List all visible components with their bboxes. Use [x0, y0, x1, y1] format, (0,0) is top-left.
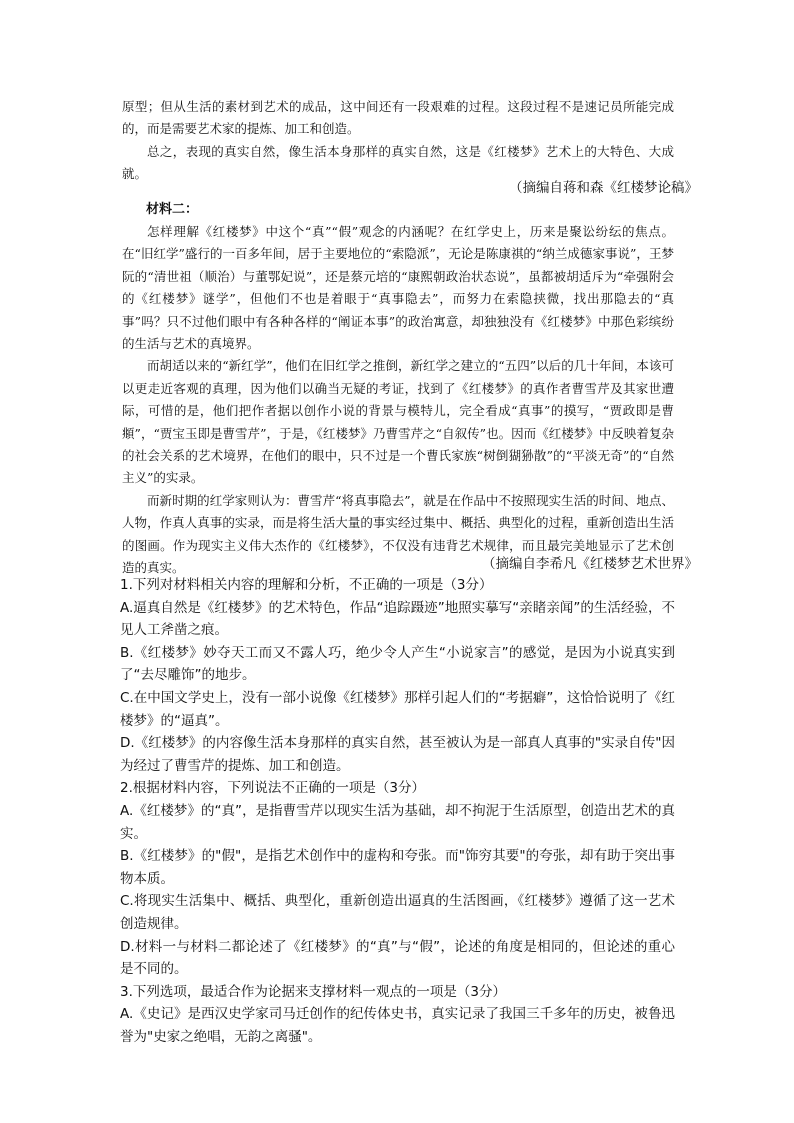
answer-option: A.《红楼梦》的“真”，是指曹雪芹以现实生活为基础，却不拘泥于生活原型，创造出艺术的真实。 [120, 802, 675, 842]
paragraph: 原型；但从生活的素材到艺术的成品，这中间还有一段艰难的过程。这段过程不是速记员所能完成的，而是需要艺术家的提炼、加工和创造。 [122, 99, 674, 137]
answer-option: C.将现实生活集中、概括、典型化，重新创造出逼真的生活图画，《红楼梦》遵循了这一艺术创造规律。 [120, 893, 675, 932]
paragraph: 而新时期的红学家则认为：曹雪芹“将真事隐去”，就是在作品中不按照现实生活的时间、地点、人物，作真人真事的实录，而是将生活大量的事实经过集中、概括、典型化的过程，重新创造出生活的图画。作为现实主义伟大杰作的《红楼梦》，不仅没有违背艺术规律，而且最完美地显示了艺术创造的真实。 [122, 492, 674, 576]
paragraph: 而胡适以来的“新红学”，他们在旧红学之推倒，新红学之建立的“五四”以后的几十年间，本该可以更走近客观的真理，因为他们以确当无疑的考证，找到了《红楼梦》的真作者曹雪芹及其家世遭际，可惜的是，他们把作者据以创作小说的背景与模特儿，完全看成“真事”的摸写，“贾政即是曹頫”，“贾宝玉即是曹雪芹”，于是，《红楼梦》乃曹雪芹之“自叙传”也。因而《红楼梦》中反映着复杂的社会关系的艺术境界，在他们的眼中，只不过是一个曹氏家族“树倒猢狲散”的“平淡无奇”的“自然主义”的实录。 [122, 358, 674, 486]
section-heading: 材料二： [146, 202, 199, 217]
question-stem: 3.下列选项，最适合作为论据来支撑材料一观点的一项是（3分） [120, 983, 506, 1000]
answer-option: D.材料一与材料二都论述了《红楼梦》的“真”与“假”，论述的角度是相同的，但论述的重心是不同的。 [120, 938, 675, 978]
answer-option: B.《红楼梦》妙夺天工而又不露人巧，绝少令人产生“小说家言”的感觉，是因为小说真实到了“去尽雕饰”的地步。 [120, 644, 675, 684]
answer-option: B.《红楼梦》的"假"，是指艺术创作中的虚构和夸张。而"饰穷其要"的夸张，却有助于突出事物本质。 [120, 848, 675, 887]
answer-option: A.《史记》是西汉史学家司马迁创作的纪传体史书，真实记录了我国三千多年的历史，被鲁迅誉为"史家之绝唱，无韵之离骚"。 [120, 1006, 675, 1045]
question-stem: 2.根据材料内容，下列说法不正确的一项是（3分） [120, 780, 425, 797]
source-citation: （摘编自李希凡《红楼梦艺术世界》 [482, 556, 698, 572]
question-list [120, 574, 675, 1048]
source-citation: （摘编自蒋和森《红楼梦论稿》 [509, 180, 698, 196]
material-one-tail [122, 96, 674, 186]
question-stem: 1.下列对材料相关内容的理解和分析，不正确的一项是（3分） [120, 577, 493, 593]
answer-option: D.《红楼梦》的内容像生活本身那样的真实自然，甚至被认为是一部真人真事的"实录自传"因为经过了曹雪芹的提炼、加工和创造。 [120, 735, 675, 774]
material-two [122, 221, 674, 580]
paragraph: 怎样理解《红楼梦》中这个“真”“假”观念的内涵呢？在红学史上，历来是聚讼纷纭的焦点。在“旧红学”盛行的一百多年间，居于主要地位的“索隐派”，无论是陈康祺的“纳兰成德家事说”，王梦阮的“清世祖（顺治）与董鄂妃说”，还是蔡元培的“康熙朝政治状态说”，虽都被胡适斥为“牵强附会的《红楼梦》谜学”，但他们不也是着眼于“真事隐去”，而努力在索隐挟微，找出那隐去的“真事”吗？只不过他们眼中有各种各样的“阐证本事”的政治寓意，却独独没有《红楼梦》中那色彩缤纷的生活与艺术的真境界。 [122, 224, 674, 352]
paragraph: 总之，表现的真实自然，像生活本身那样的真实自然，这是《红楼梦》艺术上的大特色、大成就。 [122, 143, 674, 182]
answer-option: A.逼真自然是《红楼梦》的艺术特色，作品“追踪蹑迹”地照实摹写“亲睹亲闻”的生活经验，不见人工斧凿之痕。 [120, 599, 675, 639]
answer-option: C.在中国文学史上，没有一部小说像《红楼梦》那样引起人们的“考据癖”，这恰恰说明了《红楼梦》的“逼真”。 [120, 689, 675, 729]
